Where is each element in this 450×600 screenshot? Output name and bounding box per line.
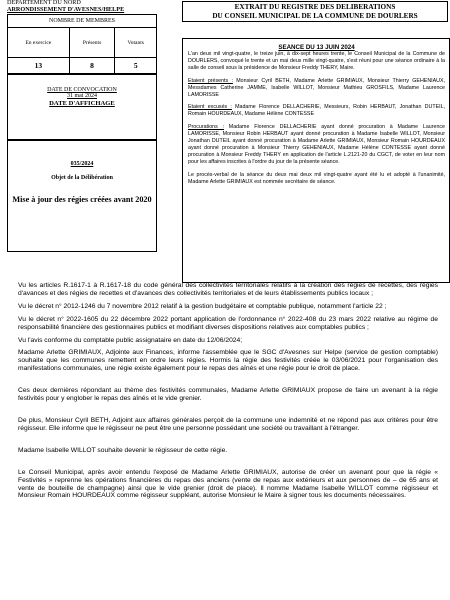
col-exercice: En exercice — [8, 28, 70, 58]
col-votants: Votants — [115, 28, 157, 58]
body-paragraph-9: Le Conseil Municipal, après avoir entendu l'exposé de Madame Arlette GRIMIAUX, autorise de créer un avenant pour que la régie « Festivités » reprenne les opérations financières du repas des anciens (vente de repas aux extérieurs et aux personnes de – de 65 ans et vente de bouteille de champagne) ainsi que le vide grenier (droit de place). Il nomme Madame Isabelle WILLOT comme régisseur et Monsieur Romain HOURDEAUX comme régisseur suppléant, autorise Monsieur le Maire à signer tous les documents nécessaires. — [18, 468, 438, 500]
procurations-label: Procurations : — [188, 124, 225, 131]
secretaire-paragraph: Le procès-verbal de la séance du deux mai deux mil vingt-quatre ayant été lu et adopté à l'unanimité, Madame Arlette GRIMIAUX est nommée secrétaire de séance. — [188, 171, 445, 185]
val-exercice: 13 — [8, 58, 70, 74]
deliberation-number: 035/2024 — [70, 161, 94, 167]
seance-intro: L'an deux mil vingt-quatre, le treize juin, à dix-sept heures trente, le Conseil Municipal de la Commune de DOURLERS, convoqué le trente et un mai deux mille vingt-quatre, s'est réuni pour une séance ordinaire à la salle de conseil sous la présidence de Monsieur Freddy THERY, Maire. — [188, 51, 445, 71]
members-table — [7, 14, 157, 74]
deliberation-box — [7, 140, 157, 252]
affichage-label: DATE D'AFFICHAGE — [49, 100, 115, 107]
excuses-paragraph — [188, 104, 445, 118]
objet-label: Objet de la Délibération — [51, 175, 113, 181]
presents-paragraph — [188, 78, 445, 99]
body-paragraph-3: Vu le décret n° 2022-1605 du 22 décembre 2022 portant application de l'ordonnance n° 2022-408 du 23 mars 2022 relative au régime de responsabilité financière des gestionnaires publics et modifiant diverses dispositions relatives aux comptables publics ; — [18, 315, 438, 331]
body-paragraph-2: Vu le décret n° 2012-1246 du 7 novembre 2012 relatif à la gestion budgétaire et comptable publique, notamment l'article 22 ; — [18, 302, 387, 310]
body-paragraph-7: De plus, Monsieur Cyril BETH, Adjoint aux affaires générales perçoit de la commune une indemnité et ne répond pas aux critères pour être régisseur. Elle informe que le régisseur ne peut être une personne possédant une société ou travaillant à l'étranger. — [18, 416, 438, 432]
presents-text: Monsieur Cyril BETH, Madame Arlette GRIMIAUX, Monsieur Thierry GEHENIAUX, Messdames Catherine JAMME, Isabelle WILLOT, Monsieur Mathieu GROSFILS, Madame Laurence LAMORISSE — [188, 77, 445, 98]
presents-label: Etaient présents : — [188, 77, 233, 84]
excuses-label: Etaient excusés : — [188, 104, 232, 111]
procurations-paragraph — [188, 124, 445, 165]
val-votants: 5 — [115, 58, 157, 74]
procurations-text: Madame Florence DELLACHERIE ayant donné procuration à Madame Laurence LAMORISSE, Monsieur Robin HERBAUT ayant donné procuration à Madame Isabelle WILLOT, Monsieur Jonathan DUTEIL ayant donné procuration à Madame Arlette GRIMIAUX, Monsieur Romain HOURDEAUX ayant donné procuration à Monsieur Thierry GEHENIAUX, Madame Hélène CONTESSE ayant donné procuration à Monsieur Freddy THERY en application de l'article L.2121-20 du CGCT, de voter en leur nom pour les affaires inscrites à l'ordre du jour de la présente séance. — [188, 124, 445, 165]
body-paragraph-5: Madame Arlette GRIMIAUX, Adjointe aux Finances, informe l'assemblée que le SGC d'Avesnes sur Helpe (service de gestion comptable) souhaite que les communes remettent en ordre leurs régies. Hormis la régie des festivités créée le 03/06/2021 pour l'organisation des manifestations communales, une régie existe également pour le repas des aînés et une régie pour le droit de place. — [18, 349, 438, 373]
body-paragraph-1: Vu les articles R.1617-1 à R.1617-18 du code général des collectivités territoriales relatifs à la création des régies de recettes, des régies d'avances et des régies de recettes et d'avances des collectivités territoriales et de leurs établissements publics locaux ; — [18, 282, 438, 297]
extrait-title-line1: EXTRAIT DU REGISTRE DES DELIBERATIONS — [234, 3, 396, 11]
body-paragraph-6: Ces deux dernières répondant au thème des festivités communales, Madame Arlette GRIMIAUX propose de faire un avenant à la régie festivités pour y englober le repas des aînés et le vide grenier. — [18, 387, 438, 403]
extrait-title — [182, 1, 448, 22]
extrait-title-line2: DU CONSEIL MUNICIPAL DE LA COMMUNE DE DOURLERS — [212, 11, 418, 20]
convocation-date: 31 mai 2024 — [67, 93, 97, 99]
convocation-label: DATE DE CONVOCATION — [47, 87, 117, 93]
val-presents: 8 — [69, 58, 115, 74]
excuses-text: Madame Florence DELLACHERIE, Messieurs, Robin HERBAUT, Jonathan DUTEIL, Romain HOURDEAUX, Madame Hélène CONTESSE — [188, 104, 445, 118]
extrait-box — [182, 38, 450, 283]
left-header — [7, 0, 157, 252]
members-title: NOMBRE DE MEMBRES — [8, 15, 157, 28]
seance-date: SEANCE DU 13 JUIN 2024 — [278, 44, 355, 51]
body-paragraph-8: Madame Isabelle WILLOT souhaite devenir le régisseur de cette régie. — [18, 446, 228, 454]
body-paragraph-4: Vu l'avis conforme du comptable public assignataire en date du 12/06/2024; — [18, 336, 243, 344]
objet-title: Mise à jour des régies créées avant 2020 — [12, 195, 152, 204]
col-presents: Présents — [69, 28, 115, 58]
deliberation-body — [18, 282, 438, 500]
arrondissement: ARRONDISSEMENT D'AVESNES/HELPE — [7, 6, 125, 13]
convocation-box — [7, 74, 157, 140]
departement: DEPARTEMENT DU NORD — [7, 0, 81, 6]
